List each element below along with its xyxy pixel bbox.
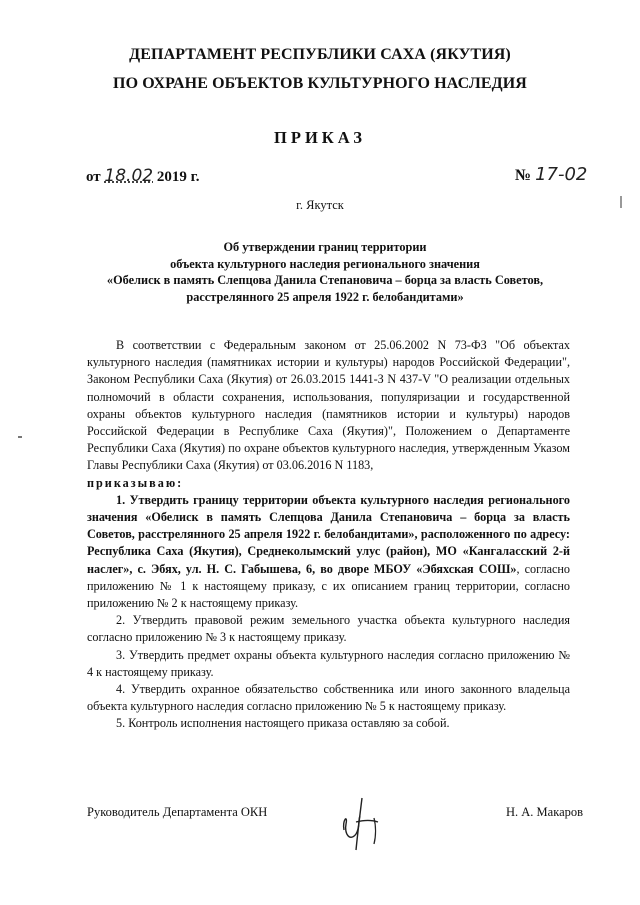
command-line: [87, 475, 570, 492]
signature-stroke-4: [374, 818, 376, 844]
city: г. Якутск: [296, 198, 344, 212]
department-name-line2: ПО ОХРАНЕ ОБЪЕКТОВ КУЛЬТУРНОГО НАСЛЕДИЯ: [113, 75, 527, 92]
signatory-name: Н. А. Макаров: [506, 805, 584, 819]
order-label: ПРИКАЗ: [274, 128, 366, 147]
order-date: [86, 166, 199, 186]
item-4: 4. Утвердить охранное обязательство собственника или иного законного владельца объекта культурного наследия согласно приложению № 5 к настоящему приказу.: [87, 682, 570, 714]
item-5: 5. Контроль исполнения настоящего приказа оставляю за собой.: [116, 716, 450, 731]
title-line-4: расстрелянного 25 апреля 1922 г. белобандитами»: [186, 289, 464, 304]
title-line-3: «Обелиск в память Слепцова Данила Степановича – борца за власть Советов,: [106, 273, 544, 287]
scan-margin-mark: [620, 196, 622, 208]
title-line-1: Об утверждении границ территории: [223, 240, 427, 254]
item-1: [87, 492, 570, 612]
signature-stroke-2: [356, 798, 362, 850]
signature: [330, 790, 390, 860]
item-1-bold: 1. Утвердить границу территории объекта культурного наследия регионального значения «Обелиск в память Слепцова Данила Степановича – борца за власть Советов, расстрелянного 25 апреля 1922 г. белобандитами», расположенного по адресу: Республика Саха (Якутия), Среднеколымский улус (район), МО «Кангаласский 2-й наслег», с. Эбях, ул. Н. С. Габышева, 6, во дворе МБОУ «Эбяхская СОШ»: [87, 492, 570, 576]
date-prefix: от: [86, 169, 101, 185]
item-2: 2. Утвердить правовой режим земельного участка объекта культурного наследия согласно приложению № 3 к настоящему приказу.: [87, 613, 570, 645]
item-3: 3. Утвердить предмет охраны объекта культурного наследия согласно приложению № 4 к настоящему приказу.: [87, 647, 570, 679]
handwritten-date: 18.02: [104, 166, 154, 186]
item-1-rest: , согласно приложению № 1 к настоящему приказу, с их описанием границ территории, согласно приложению № 2 к настоящему приказу.: [87, 561, 571, 611]
preamble-paragraph: В соответствии с Федеральным законом от 25.06.2002 N 73-ФЗ "Об объектах культурного наследия (памятниках истории и культуры) народов Российской Федерации", Законом Республики Саха (Якутия) от 26.03.2015 1441-З N 437-V "О реализации отдельных полномочий в области сохранения, использования, популяризации и государственной охраны объектов культурного наследия (памятников истории и культуры) народов Российской Федерации в Республике Саха (Якутия)", Положением о Департаменте Республики Саха (Якутия) по охране объектов культурного наследия, утвержденным Указом Главы Республики Саха (Якутия) от 03.06.2016 N 1183,: [87, 338, 570, 473]
title-line-2: объекта культурного наследия регионального значения: [170, 256, 480, 271]
number-prefix: №: [515, 167, 532, 184]
order-body: [87, 337, 570, 733]
signatory-position: Руководитель Департамента ОКН: [87, 805, 268, 819]
scan-speck: [18, 436, 22, 438]
handwritten-number: 17-02: [535, 164, 588, 185]
order-title: [90, 239, 560, 305]
date-suffix: 2019 г.: [156, 169, 200, 185]
command-word: приказываю:: [87, 475, 184, 490]
department-name-line1: ДЕПАРТАМЕНТ РЕСПУБЛИКИ САХА (ЯКУТИЯ): [129, 46, 511, 63]
order-number: [515, 164, 587, 185]
